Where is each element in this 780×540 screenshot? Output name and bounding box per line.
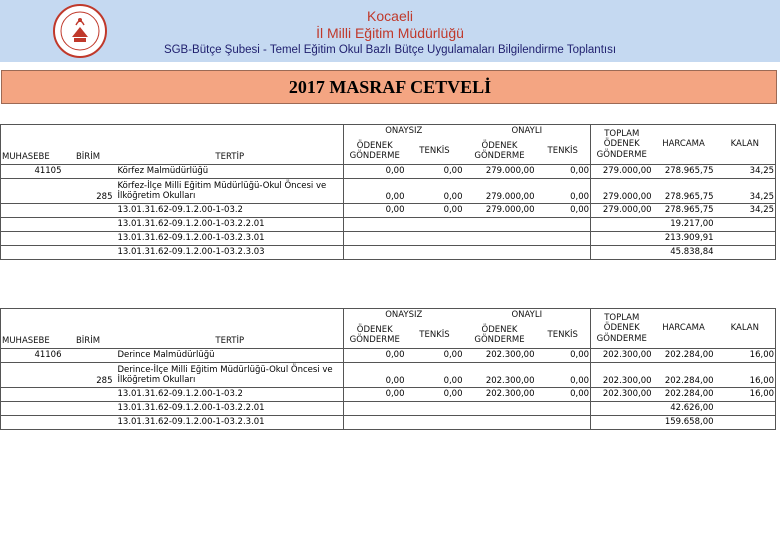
tertip-cell: 13.01.31.62-09.1.2.00-1-03.2.3.01 [117, 416, 344, 430]
table-row [1, 246, 776, 260]
tenkis-cell: 0,00 [536, 165, 591, 179]
table-row [1, 388, 776, 402]
header-tenkis-1: TENKİS [419, 329, 450, 340]
harcama-cell: 19.217,00 [653, 218, 715, 232]
kalan-cell: 34,25 [715, 165, 776, 179]
tenkis-cell: 0,00 [406, 388, 464, 402]
header-onayli: ONAYLI [464, 125, 591, 139]
muhasebe-code: 41106 [1, 349, 63, 363]
toplam-cell: 279.000,00 [591, 165, 653, 179]
page-title: 2017 MASRAF CETVELİ [288, 77, 492, 97]
harcama-cell: 202.284,00 [653, 388, 715, 402]
tenkis-cell: 0,00 [406, 363, 464, 388]
tertip-cell: Derince Malmüdürlüğü [117, 349, 344, 363]
header-tertip: TERTİP [117, 151, 344, 165]
expense-table-1 [0, 124, 776, 260]
expense-table-2 [0, 308, 776, 430]
odenek-cell: 279.000,00 [464, 179, 536, 204]
kalan-cell: 34,25 [715, 204, 776, 218]
kalan-cell: 34,25 [715, 179, 776, 204]
kalan-cell: 16,00 [715, 349, 776, 363]
table-row [1, 165, 776, 179]
harcama-cell: 202.284,00 [653, 349, 715, 363]
tertip-cell: 13.01.31.62-09.1.2.00-1-03.2.3.01 [117, 232, 344, 246]
tenkis-cell: 0,00 [536, 349, 591, 363]
header-onaysiz: ONAYSIZ [344, 125, 464, 139]
harcama-cell: 202.284,00 [653, 363, 715, 388]
toplam-cell: 202.300,00 [591, 388, 653, 402]
harcama-cell: 45.838,84 [653, 246, 715, 260]
page-title-bar [1, 70, 777, 104]
toplam-cell: 279.000,00 [591, 204, 653, 218]
odenek-cell: 0,00 [344, 349, 406, 363]
harcama-cell: 278.965,75 [653, 165, 715, 179]
tertip-cell: 13.01.31.62-09.1.2.00-1-03.2.2.01 [117, 402, 344, 416]
header-kalan: KALAN [715, 309, 776, 349]
header-odenek-gonderme-1: ÖDENEK GÖNDERME [349, 140, 400, 161]
toplam-cell: 202.300,00 [591, 363, 653, 388]
expense-section-1 [0, 124, 780, 260]
kalan-cell: 16,00 [715, 363, 776, 388]
table-row [1, 402, 776, 416]
birim-code: 285 [63, 363, 114, 388]
tertip-cell: Körfez Malmüdürlüğü [117, 165, 344, 179]
tertip-cell: 13.01.31.62-09.1.2.00-1-03.2.2.01 [117, 218, 344, 232]
tenkis-cell: 0,00 [536, 388, 591, 402]
header-muhasebe: MUHASEBE [1, 151, 63, 165]
tenkis-cell: 0,00 [536, 363, 591, 388]
directorate-title: İl Milli Eğitim Müdürlüğü [316, 25, 464, 41]
odenek-cell: 0,00 [344, 204, 406, 218]
odenek-cell: 202.300,00 [464, 349, 536, 363]
tertip-cell: 13.01.31.62-09.1.2.00-1-03.2 [117, 388, 344, 402]
tenkis-cell: 0,00 [406, 165, 464, 179]
header-harcama: HARCAMA [653, 309, 715, 349]
odenek-cell: 202.300,00 [464, 363, 536, 388]
meeting-subtitle: SGB-Bütçe Şubesi - Temel Eğitim Okul Bazlı Bütçe Uygulamaları Bilgilendirme Toplantısı [163, 44, 617, 56]
toplam-cell: 202.300,00 [591, 349, 653, 363]
harcama-cell: 159.658,00 [653, 416, 715, 430]
odenek-cell: 0,00 [344, 165, 406, 179]
harcama-cell: 213.909,91 [653, 232, 715, 246]
header-tenkis-2: TENKİS [536, 138, 591, 165]
tenkis-cell: 0,00 [406, 349, 464, 363]
odenek-cell: 0,00 [344, 388, 406, 402]
table-row [1, 416, 776, 430]
tenkis-cell: 0,00 [536, 204, 591, 218]
header-onayli: ONAYLI [464, 309, 591, 323]
tenkis-cell: 0,00 [406, 179, 464, 204]
table-row [1, 232, 776, 246]
header-odenek-gonderme-1: ÖDENEK GÖNDERME [349, 324, 400, 345]
expense-section-2 [0, 308, 780, 430]
header-onaysiz: ONAYSIZ [344, 309, 464, 323]
header-toplam-odenek: TOPLAM ÖDENEK GÖNDERME [591, 125, 653, 165]
table-row [1, 179, 776, 204]
header-odenek-gonderme-2: ÖDENEK GÖNDERME [474, 324, 525, 345]
birim-code: 285 [63, 179, 114, 204]
header-kalan: KALAN [715, 125, 776, 165]
tenkis-cell: 0,00 [536, 179, 591, 204]
table-row [1, 204, 776, 218]
header-banner [0, 0, 780, 62]
tertip-cell: Körfez-İlçe Milli Eğitim Müdürlüğü-Okul Öncesi ve İlköğretim Okulları [117, 179, 344, 204]
header-tenkis-1: TENKİS [419, 145, 450, 156]
harcama-cell: 278.965,75 [653, 204, 715, 218]
odenek-cell: 279.000,00 [464, 204, 536, 218]
odenek-cell: 0,00 [344, 363, 406, 388]
table-row [1, 349, 776, 363]
tertip-cell: Derince-İlçe Milli Eğitim Müdürlüğü-Okul Öncesi ve İlköğretim Okulları [117, 363, 344, 388]
tenkis-cell: 0,00 [406, 204, 464, 218]
header-odenek-gonderme-2: ÖDENEK GÖNDERME [474, 140, 525, 161]
toplam-cell: 279.000,00 [591, 179, 653, 204]
city-title: Kocaeli [367, 8, 413, 24]
header-tenkis-2: TENKİS [536, 322, 591, 349]
odenek-cell: 202.300,00 [464, 388, 536, 402]
muhasebe-code: 41105 [1, 165, 63, 179]
header-birim: BİRİM [75, 336, 101, 346]
odenek-cell: 0,00 [344, 179, 406, 204]
harcama-cell: 278.965,75 [653, 179, 715, 204]
header-birim: BİRİM [75, 152, 101, 162]
table-row [1, 218, 776, 232]
header-muhasebe: MUHASEBE [1, 335, 63, 349]
header-toplam-odenek: TOPLAM ÖDENEK GÖNDERME [591, 309, 653, 349]
header-tertip: TERTİP [117, 335, 344, 349]
table-row [1, 363, 776, 388]
tertip-cell: 13.01.31.62-09.1.2.00-1-03.2.3.03 [117, 246, 344, 260]
tertip-cell: 13.01.31.62-09.1.2.00-1-03.2 [117, 204, 344, 218]
odenek-cell: 279.000,00 [464, 165, 536, 179]
header-harcama: HARCAMA [653, 125, 715, 165]
harcama-cell: 42.626,00 [653, 402, 715, 416]
kalan-cell: 16,00 [715, 388, 776, 402]
